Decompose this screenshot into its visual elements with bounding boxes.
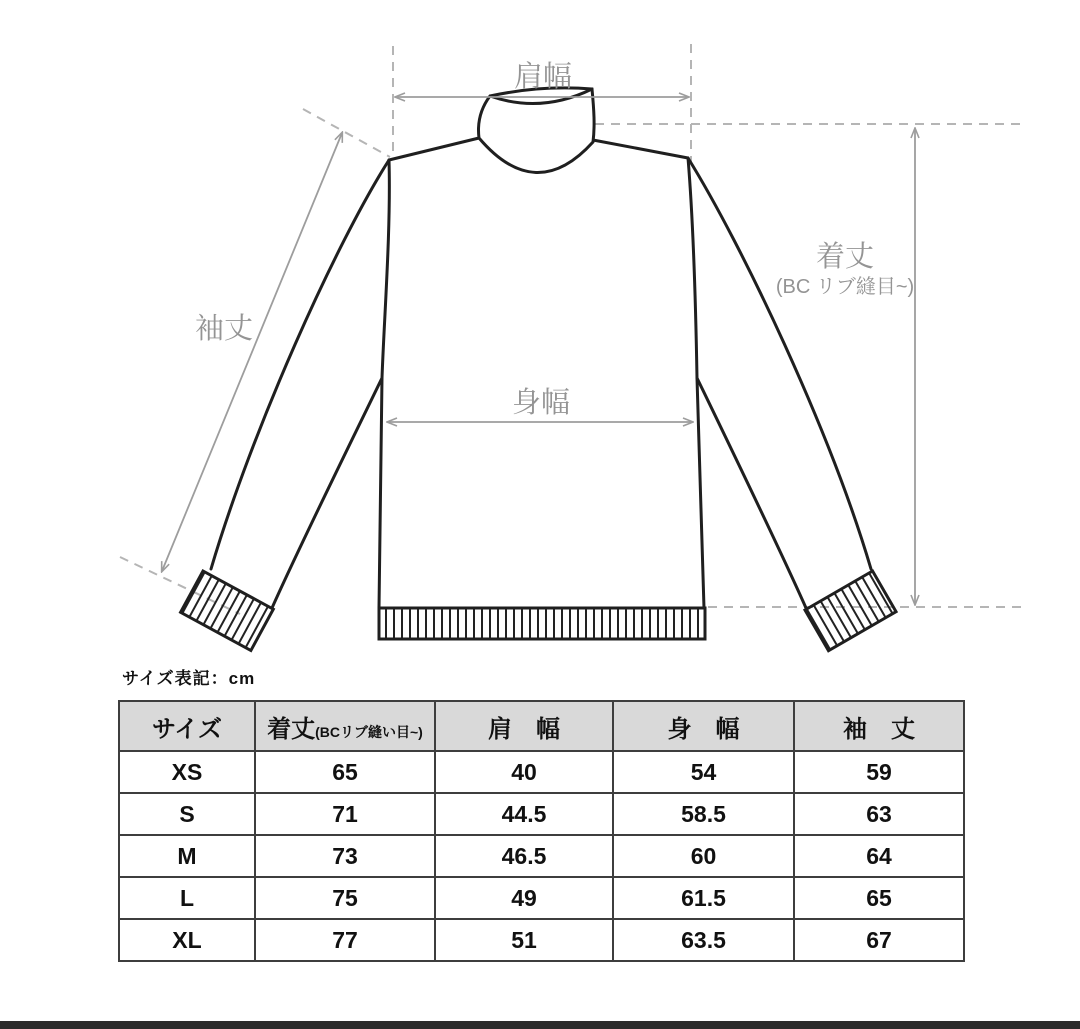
value-cell: 60 <box>613 835 794 877</box>
value-cell: 71 <box>255 793 435 835</box>
table-row-l <box>119 877 964 919</box>
size-cell: S <box>119 793 255 835</box>
value-cell: 77 <box>255 919 435 961</box>
right-cuff-rib-band <box>805 571 896 651</box>
sweater-outline <box>181 88 896 651</box>
header-body-length <box>255 701 435 751</box>
value-cell: 64 <box>794 835 964 877</box>
value-cell: 59 <box>794 751 964 793</box>
collar-outline <box>478 88 594 173</box>
header-body-length-note: (BCリブ縫い目~) <box>315 723 423 740</box>
value-cell: 51 <box>435 919 613 961</box>
body-length-label: 着丈 <box>815 241 875 273</box>
body-length-note-label: (BC リブ縫目~) <box>775 276 915 298</box>
sleeve-length-arrow <box>162 133 342 571</box>
header-body-length-label: 着丈 <box>267 715 316 743</box>
table-row-s <box>119 793 964 835</box>
right-shoulder-seam <box>593 140 688 158</box>
value-cell: 44.5 <box>435 793 613 835</box>
value-cell: 58.5 <box>613 793 794 835</box>
left-sleeve-outer-edge <box>211 160 389 569</box>
body-right-edge <box>688 158 704 608</box>
size-table <box>118 700 965 962</box>
left-sleeve-inner-edge <box>272 378 382 608</box>
table-row-xl <box>119 919 964 961</box>
value-cell: 61.5 <box>613 877 794 919</box>
value-cell: 46.5 <box>435 835 613 877</box>
header-sleeve-length <box>794 701 964 751</box>
left-shoulder-seam <box>389 138 479 160</box>
value-cell: 63.5 <box>613 919 794 961</box>
photo-bottom-edge-bar <box>0 1021 1080 1029</box>
size-cell: M <box>119 835 255 877</box>
chest-width-label: 身幅 <box>511 387 571 419</box>
header-shoulder-width <box>435 701 613 751</box>
value-cell: 65 <box>794 877 964 919</box>
right-sleeve-inner-edge <box>697 378 806 608</box>
value-cell: 75 <box>255 877 435 919</box>
header-size-label: サイズ <box>151 715 223 743</box>
header-chest-width-label: 身 幅 <box>667 715 740 743</box>
value-cell: 65 <box>255 751 435 793</box>
size-cell: XL <box>119 919 255 961</box>
sleeve-length-label: 袖丈 <box>194 313 254 345</box>
table-row-xs <box>119 751 964 793</box>
size-cell: XS <box>119 751 255 793</box>
value-cell: 40 <box>435 751 613 793</box>
header-shoulder-width-label: 肩 幅 <box>488 715 560 743</box>
left-cuff-rib-band <box>181 571 274 650</box>
table-row-m <box>119 835 964 877</box>
value-cell: 49 <box>435 877 613 919</box>
guide-sleeve-top-diagonal <box>303 109 390 157</box>
header-size <box>119 701 255 751</box>
value-cell: 63 <box>794 793 964 835</box>
value-cell: 73 <box>255 835 435 877</box>
size-cell: L <box>119 877 255 919</box>
header-chest-width <box>613 701 794 751</box>
header-sleeve-length-label: 袖 丈 <box>843 715 915 743</box>
value-cell: 54 <box>613 751 794 793</box>
value-cell: 67 <box>794 919 964 961</box>
right-sleeve-outer-edge <box>688 158 871 569</box>
hem-rib-band <box>379 608 705 639</box>
size-unit-note: サイズ表記：cm <box>122 669 256 688</box>
shoulder-width-label: 肩幅 <box>513 61 573 93</box>
size-table-header-row <box>119 701 964 751</box>
